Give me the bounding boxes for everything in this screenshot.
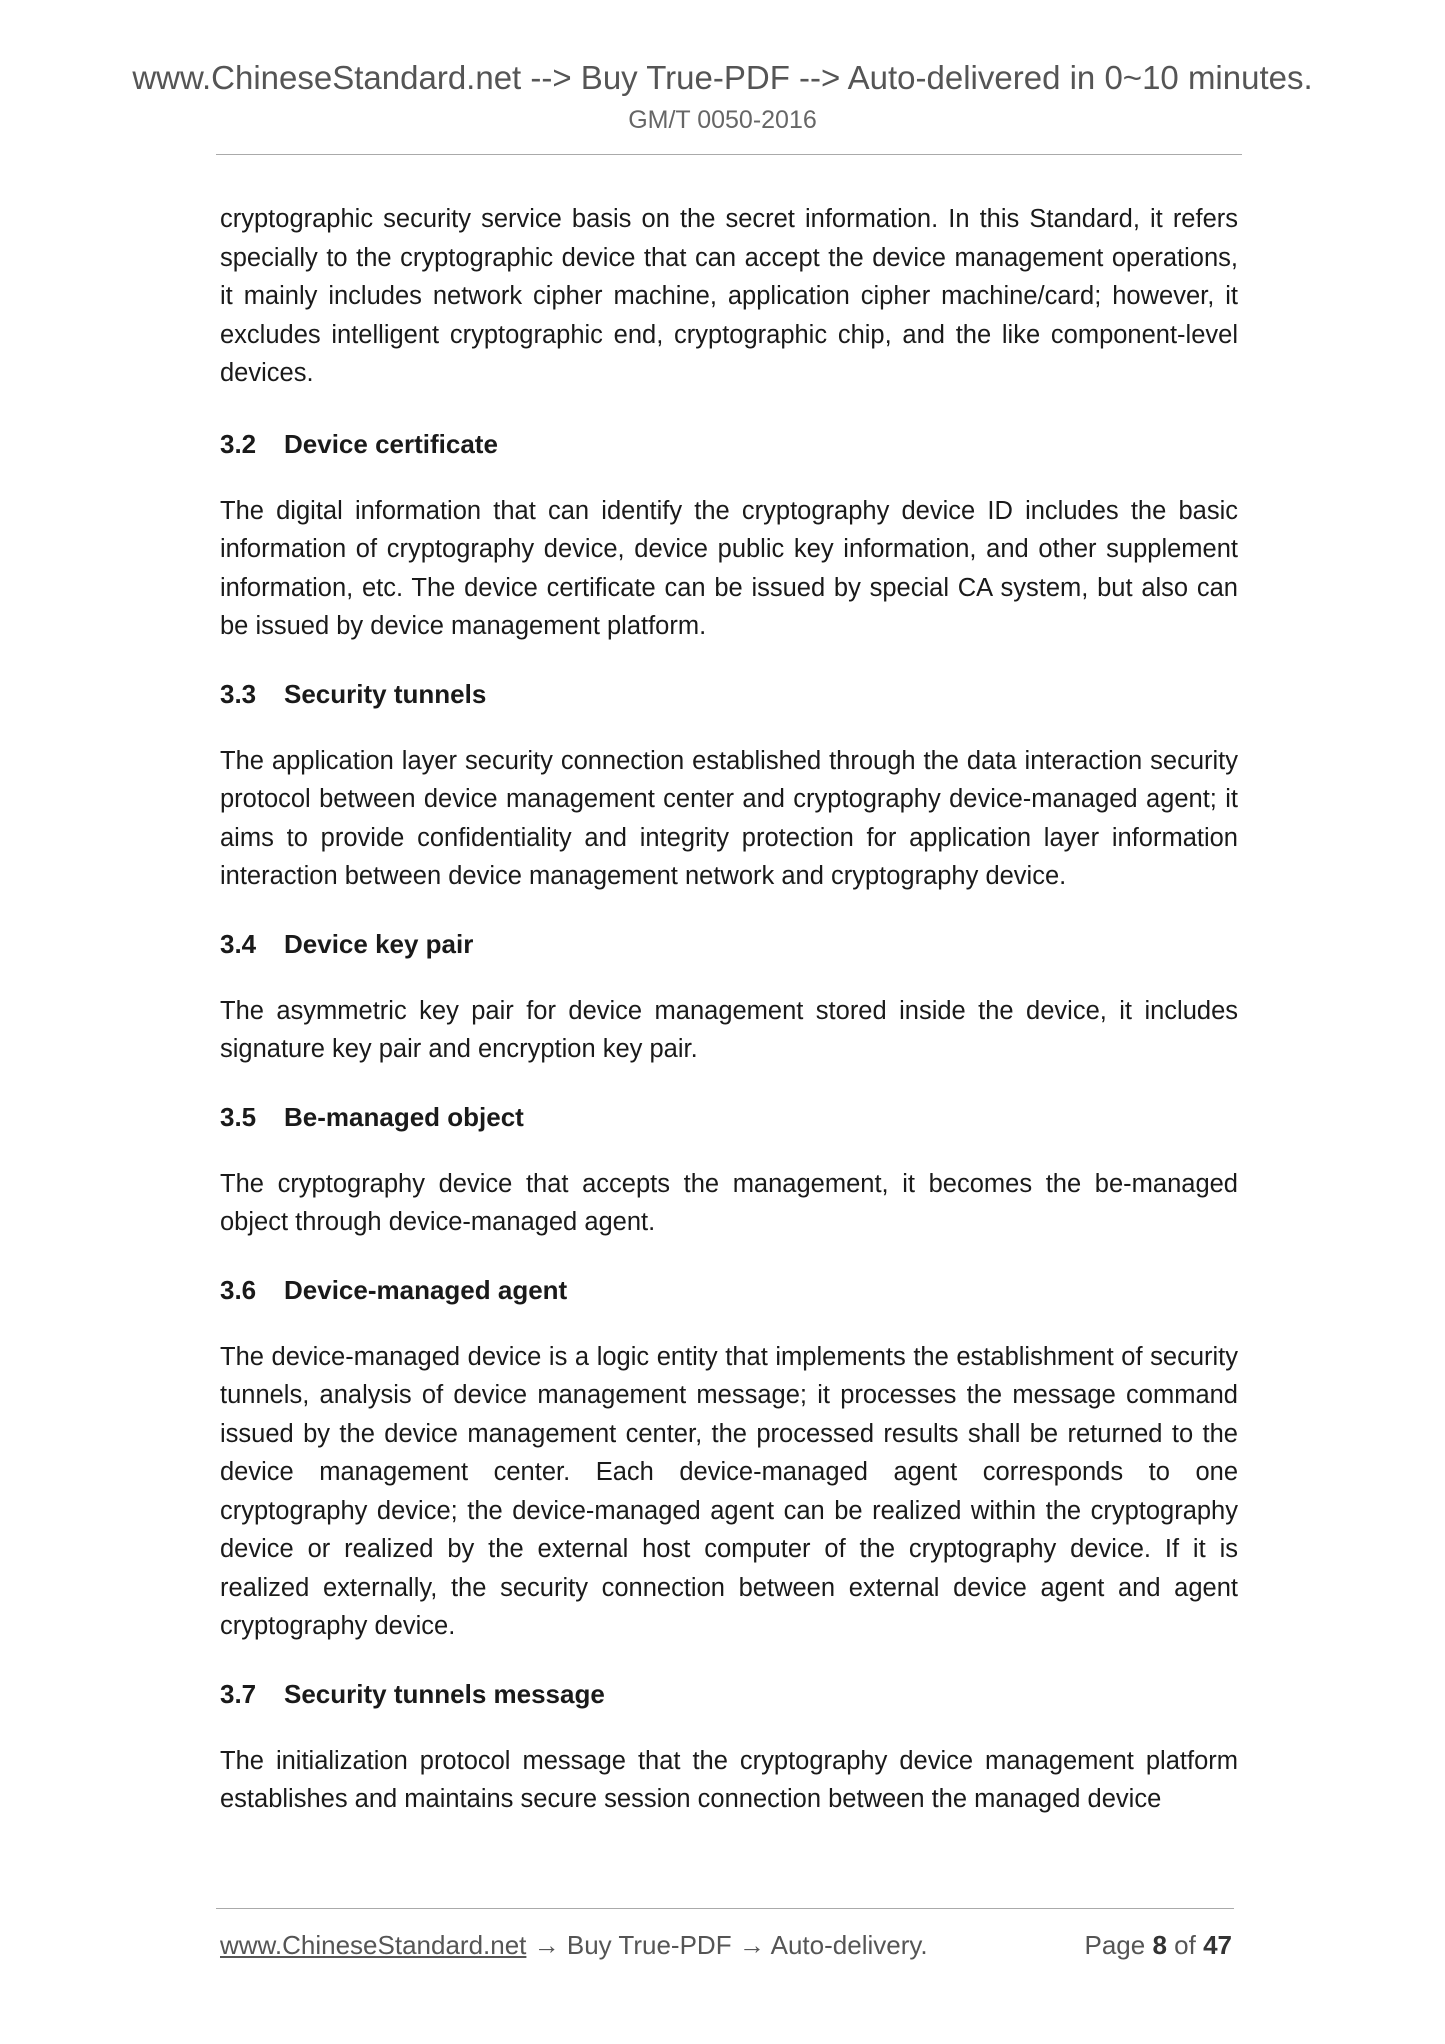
page-number: 8 xyxy=(1152,1930,1167,1960)
section-number: 3.3 xyxy=(220,678,257,709)
section-heading-3-3 xyxy=(220,675,1238,713)
document-body xyxy=(220,200,1238,1848)
section-number: 3.5 xyxy=(220,1101,257,1132)
arrow-right-icon: → xyxy=(738,1930,765,1960)
footer-buy-text: Buy True-PDF xyxy=(566,1930,732,1960)
section-text-3-4: The asymmetric key pair for device management stored inside the device, it includes signature key pair and encryption key pair. xyxy=(220,996,1238,1063)
section-text-3-2: The digital information that can identify the cryptography device ID includes the basic information of cryptography device, device public key information, and other supplement information, etc. The device certificate can be issued by special CA system, but also can be issued by device management platform. xyxy=(220,496,1238,640)
section-title: Be-managed object xyxy=(284,1101,524,1132)
footer-delivery-text: Auto-delivery. xyxy=(770,1930,928,1960)
intro-paragraph: cryptographic security service basis on the secret information. In this Standard, it refers specially to the cryptographic device that can accept the device management operations, it mainly includes network cipher machine, application cipher machine/card; however, it excludes intelligent cryptographic end, cryptographic chip, and the like component-level devices. xyxy=(220,205,1238,387)
section-title: Device certificate xyxy=(284,428,498,459)
section-text-3-3: The application layer security connection established through the data interaction security protocol between device management center and cryptography device-managed agent; it aims to provide confidentiality and integrity protection for application layer information interaction between device management network and cryptography device. xyxy=(220,746,1238,890)
section-heading-3-6 xyxy=(220,1271,1238,1309)
arrow-right-icon: → xyxy=(533,1930,560,1960)
section-number: 3.2 xyxy=(220,428,257,459)
page-footer xyxy=(220,1928,1232,1962)
section-heading-3-5 xyxy=(220,1098,1238,1136)
section-heading-3-7 xyxy=(220,1675,1238,1713)
section-text-3-7: The initialization protocol message that the cryptography device management platform establishes and maintains secure session connection between the managed device xyxy=(220,1746,1238,1813)
section-heading-3-2 xyxy=(220,425,1238,463)
page-counter xyxy=(1084,1928,1232,1962)
section-title: Security tunnels message xyxy=(284,1678,605,1709)
footer-divider xyxy=(216,1908,1234,1909)
total-pages: 47 xyxy=(1203,1930,1232,1960)
section-heading-3-4 xyxy=(220,925,1238,963)
section-number: 3.6 xyxy=(220,1274,257,1305)
header-banner: www.ChineseStandard.net --> Buy True-PDF --> Auto-delivered in 0~10 minutes. xyxy=(132,59,1313,96)
section-number: 3.7 xyxy=(220,1678,257,1709)
section-number: 3.4 xyxy=(220,928,257,959)
footer-left xyxy=(220,1928,928,1962)
header-divider xyxy=(216,154,1242,155)
of-label: of xyxy=(1174,1930,1196,1960)
section-title: Device-managed agent xyxy=(284,1274,568,1305)
section-title: Security tunnels xyxy=(284,678,487,709)
section-title: Device key pair xyxy=(284,928,474,959)
section-text-3-5: The cryptography device that accepts the management, it becomes the be-managed object through device-managed agent. xyxy=(220,1169,1238,1236)
footer-site-link[interactable]: www.ChineseStandard.net xyxy=(220,1930,527,1960)
standard-code: GM/T 0050-2016 xyxy=(628,106,817,134)
section-text-3-6: The device-managed device is a logic entity that implements the establishment of security tunnels, analysis of device management message; it processes the message command issued by the device management center, the processed results shall be returned to the device management center. Each device-managed agent corresponds to one cryptography device; the device-managed agent can be realized within the cryptography device or realized by the external host computer of the cryptography device. If it is realized externally, the security connection between external device agent and agent cryptography device. xyxy=(220,1342,1238,1640)
page-label: Page xyxy=(1084,1930,1146,1960)
page-header xyxy=(0,58,1445,136)
